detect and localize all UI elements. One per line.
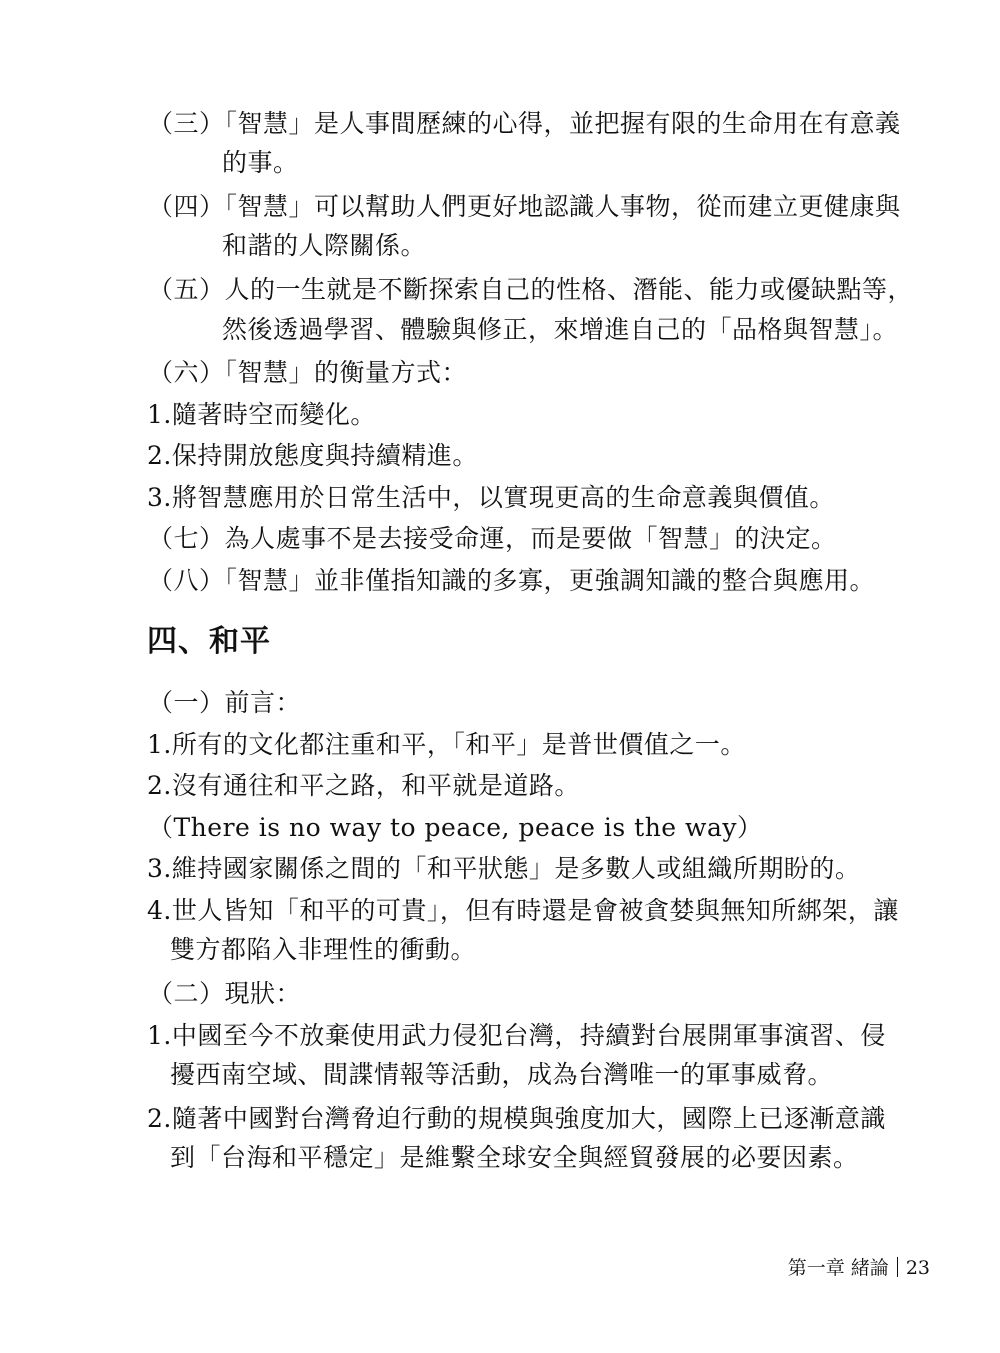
wisdom-item-7: （七）為人處事不是去接受命運，而是要做「智慧」的決定。 — [148, 524, 837, 553]
wisdom-item-5-line-2: 然後透過學習、體驗與修正，來增進自己的「品格與智慧」。 — [222, 315, 899, 344]
peace-status-title: （二）現狀： — [148, 979, 302, 1008]
footer-chapter: 第一章 緒論 — [787, 1257, 889, 1279]
peace-status-2-line-2: 到「台海和平穩定」是維繫全球安全與經貿發展的必要因素。 — [170, 1143, 859, 1172]
footer-separator — [897, 1257, 898, 1277]
wisdom-item-4-line-2: 和諧的人際關係。 — [222, 231, 427, 260]
page-footer — [788, 1255, 930, 1281]
peace-intro-1: 1.所有的文化都注重和平，「和平」是普世價值之一。 — [147, 730, 746, 759]
peace-intro-4-line-2: 雙方都陷入非理性的衝動。 — [170, 935, 477, 964]
peace-status-2-line-1: 2.隨著中國對台灣脅迫行動的規模與強度加大，國際上已逐漸意識 — [147, 1104, 886, 1133]
section-heading: 四、和平 — [147, 624, 271, 659]
peace-intro-4-line-1: 4.世人皆知「和平的可貴」，但有時還是會被貪婪與無知所綁架，讓 — [147, 896, 899, 925]
wisdom-item-4-line-1: （四）「智慧」可以幫助人們更好地認識人事物，從而建立更健康與 — [148, 192, 901, 221]
wisdom-item-6-sub-1: 1.隨著時空而變化。 — [147, 400, 376, 429]
wisdom-item-5-line-1: （五）人的一生就是不斷探索自己的性格、潛能、能力或優缺點等， — [148, 275, 914, 304]
wisdom-item-3-line-1: （三）「智慧」是人事間歷練的心得，並把握有限的生命用在有意義 — [148, 109, 901, 138]
peace-intro-2: 2.沒有通往和平之路，和平就是道路。 — [147, 771, 580, 800]
wisdom-item-6-sub-3: 3.將智慧應用於日常生活中，以實現更高的生命意義與價值。 — [147, 483, 835, 512]
peace-intro-2-quote: （There is no way to peace, peace is the way） — [148, 813, 763, 842]
page-number: 23 — [905, 1257, 930, 1279]
wisdom-item-6-sub-2: 2.保持開放態度與持續精進。 — [147, 441, 478, 470]
peace-intro-title: （一）前言： — [148, 688, 302, 717]
wisdom-item-6: （六）「智慧」的衡量方式： — [148, 358, 468, 387]
wisdom-item-3-line-2: 的事。 — [222, 148, 299, 177]
wisdom-item-8: （八）「智慧」並非僅指知識的多寡，更強調知識的整合與應用。 — [148, 566, 876, 595]
peace-intro-3: 3.維持國家關係之間的「和平狀態」是多數人或組織所期盼的。 — [147, 854, 861, 883]
peace-status-1-line-1: 1.中國至今不放棄使用武力侵犯台灣，持續對台展開軍事演習、侵 — [147, 1021, 886, 1050]
peace-status-1-line-2: 擾西南空域、間諜情報等活動，成為台灣唯一的軍事威脅。 — [170, 1060, 834, 1089]
